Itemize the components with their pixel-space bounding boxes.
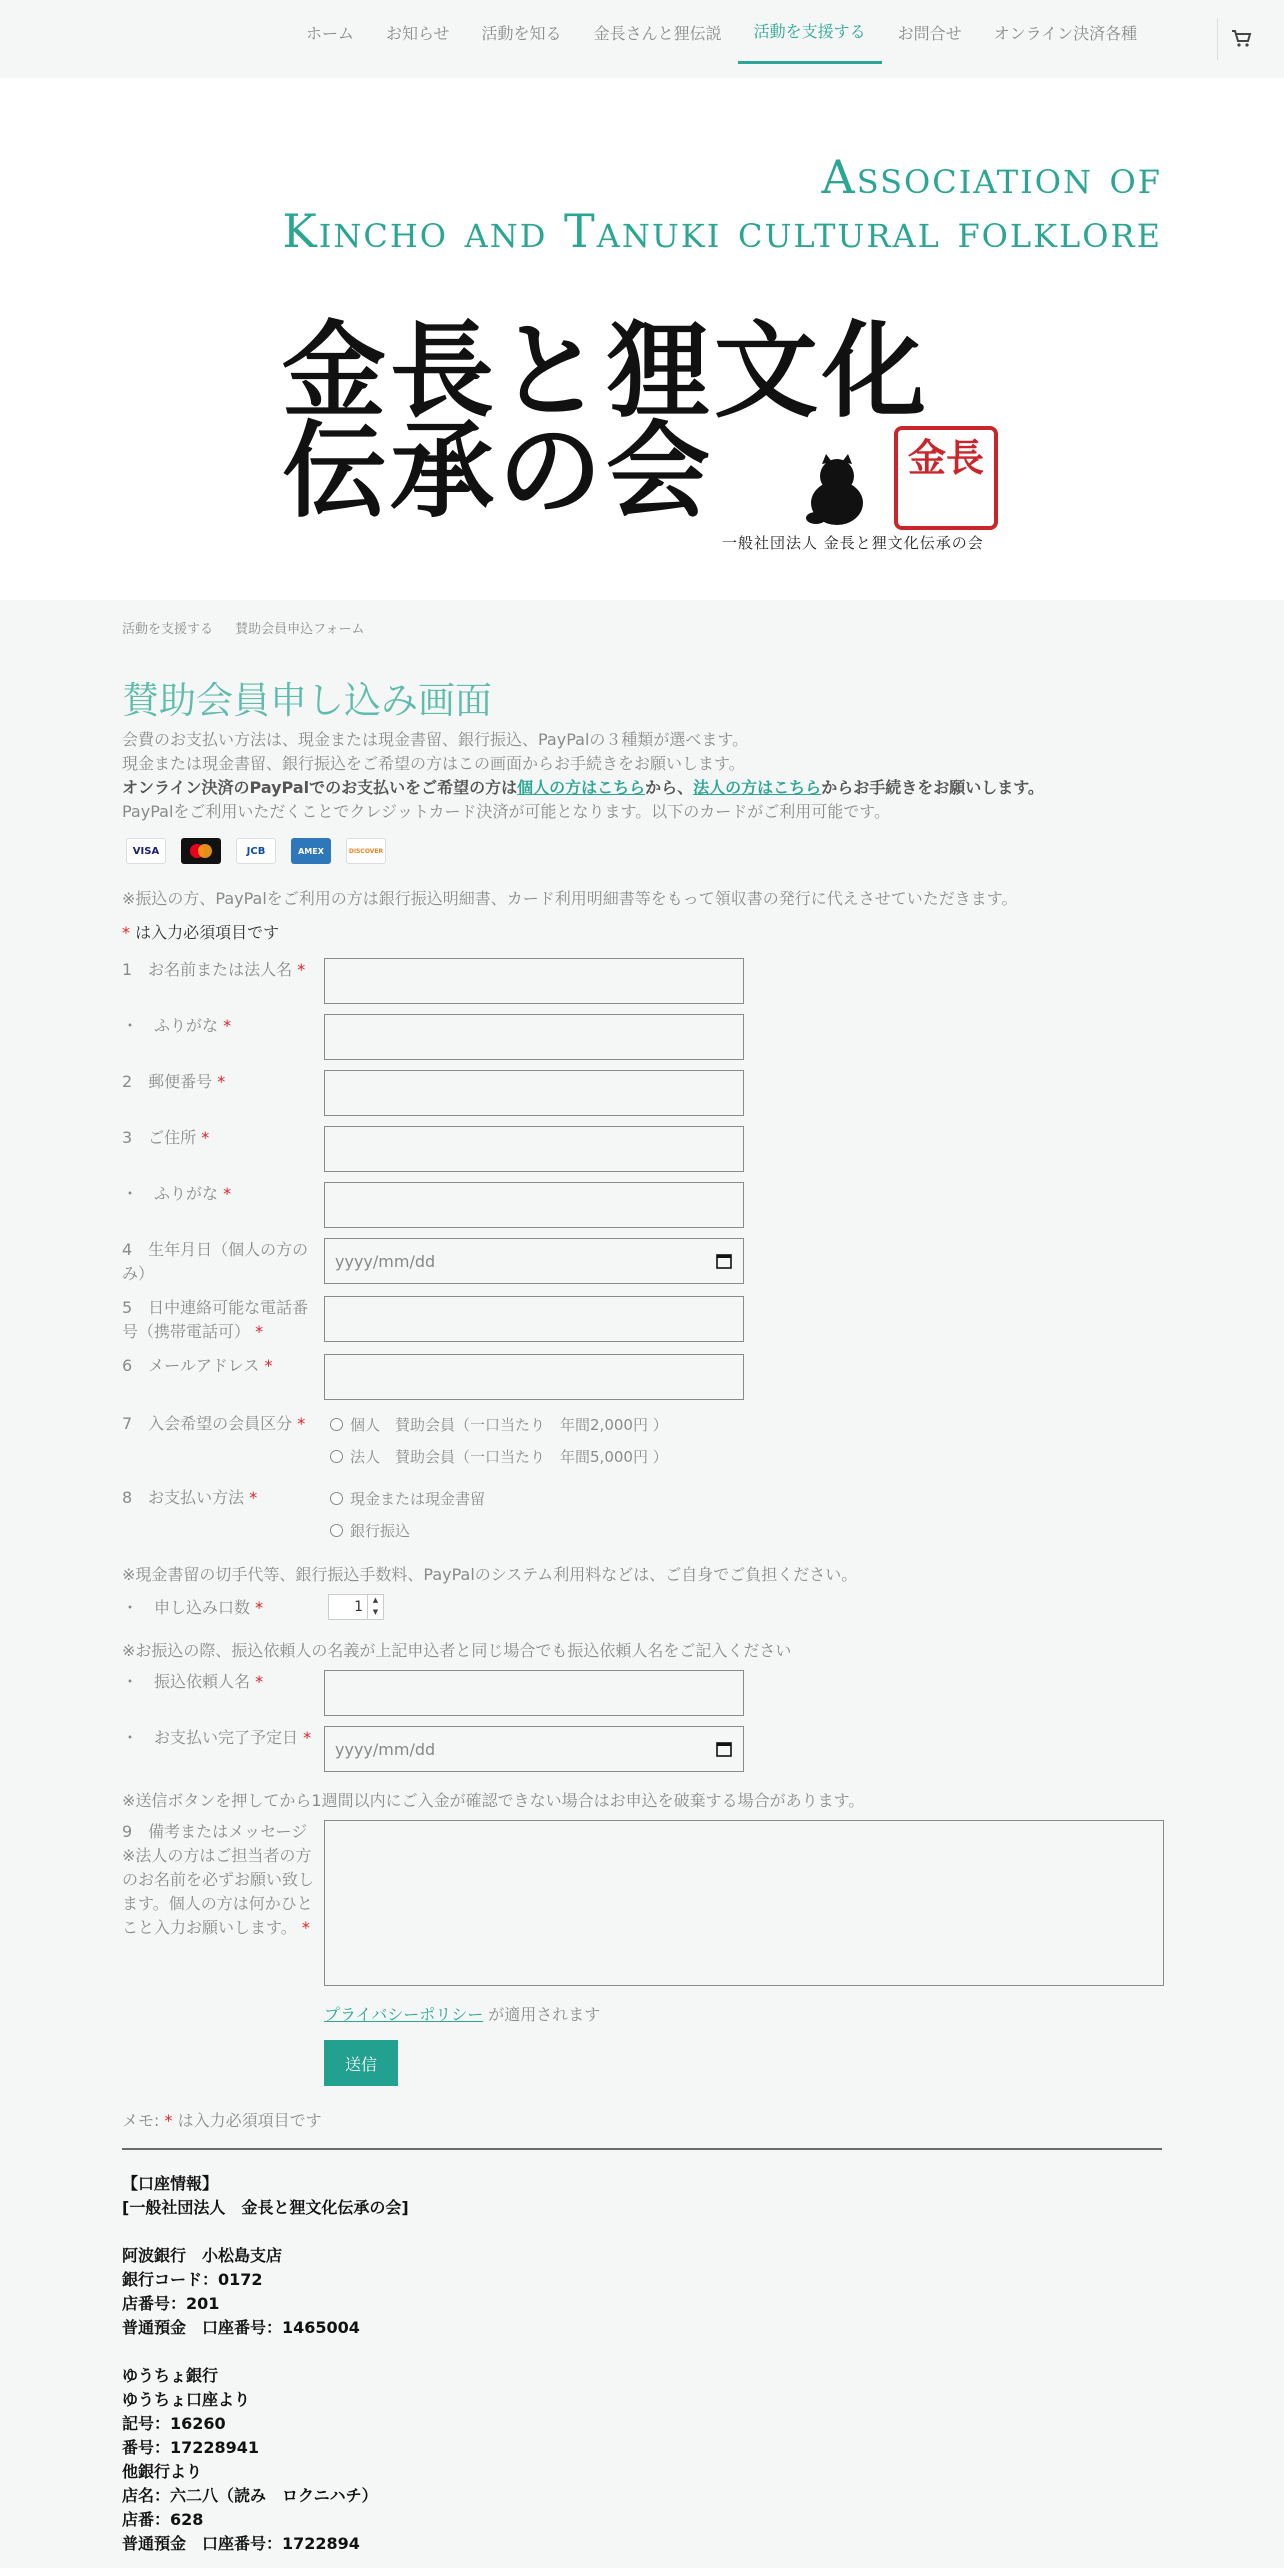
mastercard-icon: [181, 838, 221, 864]
card-logos: [126, 838, 401, 864]
address-label-text: 3 ご住所: [122, 1128, 197, 1147]
intro-line3: [122, 776, 1162, 800]
postal-label-text: 2 郵便番号: [122, 1072, 213, 1091]
bank-line: 番号：17228941: [122, 2438, 260, 2457]
visa-icon: VISA: [126, 838, 166, 864]
bank-line: 他銀行より: [122, 2462, 203, 2481]
membership-label-text: 7 入会希望の会員区分: [122, 1414, 293, 1433]
divider: [122, 2148, 1162, 2150]
nav-about-activities[interactable]: 活動を知る: [481, 23, 562, 43]
bank-line: [122, 2340, 409, 2364]
association-title: [282, 150, 1162, 258]
logo-line1: 金長と狸文化: [282, 309, 931, 432]
required-star: *: [223, 1184, 232, 1203]
jcb-icon: JCB: [236, 838, 276, 864]
nav-online-payment[interactable]: オンライン決済各種: [993, 23, 1138, 43]
pay-date-label: [122, 1726, 318, 1750]
name-label-text: 1 お名前または法人名: [122, 960, 293, 979]
pay-date-input[interactable]: [324, 1726, 744, 1772]
association-title-line1: Association of: [821, 150, 1162, 204]
intro-line3-post: からお手続きをお願いします。: [821, 778, 1044, 797]
bank-info: [122, 2172, 409, 2556]
required-star: *: [297, 960, 306, 979]
name-label: [122, 958, 318, 982]
membership-label: [122, 1412, 318, 1436]
bank-line: 【口座情報】: [122, 2174, 219, 2193]
required-star: *: [201, 1128, 210, 1147]
required-star: *: [301, 1918, 310, 1937]
furigana1-label: [122, 1014, 318, 1038]
amex-icon: AMEX: [291, 838, 331, 864]
intro-line1: 会費のお支払い方法は、現金または現金書留、銀行振込、PayPalの３種類が選べます。: [122, 730, 749, 749]
required-star: *: [255, 1322, 264, 1341]
bank-line: 普通預金 口座番号：1722894: [122, 2534, 360, 2553]
page-title: 賛助会員申し込み画面: [122, 679, 492, 722]
nav-news[interactable]: お知らせ: [386, 23, 450, 43]
hero-banner: [0, 78, 1284, 600]
radio-button[interactable]: [330, 1418, 343, 1431]
nav-divider: [1217, 18, 1218, 60]
message-label-text: 9 備考またはメッセージ※法人の方はご担当者の方のお名前を必ずお願い致します。個人の方は何かひとこと入力お願いします。: [122, 1822, 315, 1937]
furigana2-input[interactable]: [324, 1182, 744, 1228]
payment-option-bank[interactable]: [330, 1520, 410, 1541]
privacy-suffix: が適用されます: [483, 2005, 601, 2024]
bank-line: 阿波銀行 小松島支店: [122, 2246, 283, 2265]
email-label: [122, 1354, 318, 1378]
address-input[interactable]: [324, 1126, 744, 1172]
calendar-icon[interactable]: [715, 1740, 733, 1758]
bank-line: [122, 2220, 409, 2244]
radio-button[interactable]: [330, 1492, 343, 1505]
bank-line: 普通預金 口座番号：1465004: [122, 2318, 360, 2337]
required-star: *: [217, 1072, 226, 1091]
bank-line: ゆうちょ銀行: [122, 2366, 219, 2385]
intro-line3-pre: オンライン決済のPayPalでのお支払いをご希望の方は: [122, 778, 518, 797]
cart-button[interactable]: [1226, 22, 1258, 54]
required-legend-text: は入力必須項目です: [135, 923, 280, 942]
logo: [282, 309, 1002, 552]
name-input[interactable]: [324, 958, 744, 1004]
required-star: *: [297, 1414, 306, 1433]
membership-option-corporate[interactable]: [330, 1446, 668, 1467]
message-label: [122, 1820, 318, 1940]
required-star: *: [249, 1488, 258, 1507]
logo-caption: 一般社団法人 金長と狸文化伝承の会: [722, 534, 984, 552]
payer-note: ※お振込の際、振込依頼人の名義が上記申込者と同じ場合でも振込依頼人名をご記入ください: [122, 1641, 792, 1660]
pay-date-placeholder: yyyy/mm/dd: [335, 1739, 436, 1759]
required-star: *: [264, 1356, 273, 1375]
required-star: *: [122, 923, 130, 942]
calendar-icon[interactable]: [715, 1252, 733, 1270]
payer-name-label: [122, 1670, 318, 1694]
intro-text: [122, 728, 1162, 824]
furigana2-label-text: ・ ふりがな: [122, 1184, 219, 1203]
logo-line2: 伝承の会: [282, 409, 715, 532]
required-star: *: [255, 1672, 264, 1691]
payment-option-cash[interactable]: [330, 1488, 485, 1509]
membership-option-corporate-label: 法人 賛助会員（一口当たり 年間5,000円 ）: [350, 1448, 668, 1466]
payment-label: [122, 1486, 318, 1510]
postal-label: [122, 1070, 318, 1094]
radio-button[interactable]: [330, 1450, 343, 1463]
nav-contact[interactable]: お問合せ: [897, 23, 962, 43]
receipt-note: ※振込の方、PayPalをご利用の方は銀行振込明細書、カード利用明細書等をもって領収書の発行に代えさせていただきます。: [122, 889, 1018, 908]
bank-line: [一般社団法人 金長と狸文化伝承の会]: [122, 2198, 409, 2217]
tanuki-icon: [802, 448, 872, 528]
birthdate-label: [122, 1238, 318, 1286]
top-nav: [0, 0, 1284, 78]
breadcrumb: [122, 618, 383, 637]
required-legend: [122, 920, 279, 943]
stepper-down-icon[interactable]: ▼: [372, 1608, 379, 1616]
required-star: *: [255, 1598, 264, 1617]
breadcrumb-current: 賛助会員申込フォーム: [235, 622, 365, 637]
membership-option-individual[interactable]: [330, 1414, 668, 1435]
payer-name-label-text: ・ 振込依頼人名: [122, 1672, 251, 1691]
payer-name-input[interactable]: [324, 1670, 744, 1716]
required-star: *: [164, 2111, 173, 2130]
stepper-up-icon[interactable]: ▲: [372, 1596, 379, 1604]
association-title-line2: Kincho and Tanuki cultural folklore: [282, 204, 1162, 258]
phone-label: [122, 1296, 318, 1344]
bank-line: 記号：16260: [122, 2414, 226, 2433]
nav-support[interactable]: 活動を支援する: [738, 0, 882, 64]
message-textarea[interactable]: [324, 1820, 1164, 1986]
address-label: [122, 1126, 318, 1150]
seal-stamp: 金長: [894, 426, 998, 530]
memo-suffix: は入力必須項目です: [172, 2111, 322, 2130]
birthdate-input[interactable]: [324, 1238, 744, 1284]
nav-legend[interactable]: 金長さんと狸伝説: [593, 23, 722, 43]
discover-icon: DISCOVER: [346, 838, 386, 864]
intro-line2: 現金または現金書留、銀行振込をご希望の方はこの画面からお手続きをお願いします。: [122, 754, 745, 773]
privacy-notice: [324, 2002, 600, 2025]
phone-label-text: 5 日中連絡可能な電話番号（携帯電話可）: [122, 1298, 309, 1341]
units-label: [122, 1596, 318, 1620]
payment-option-cash-label: 現金または現金書留: [350, 1490, 486, 1508]
individual-link[interactable]: 個人の方はこちら: [517, 778, 646, 797]
birthdate-placeholder: yyyy/mm/dd: [335, 1251, 436, 1271]
units-stepper[interactable]: [328, 1594, 384, 1620]
corporate-link[interactable]: 法人の方はこちら: [693, 778, 822, 797]
cart-icon: [1226, 22, 1258, 54]
payment-option-bank-label: 銀行振込: [350, 1522, 411, 1540]
memo: [122, 2108, 322, 2131]
intro-line4: PayPalをご利用いただくことでクレジットカード決済が可能となります。以下のカードがご利用可能です。: [122, 802, 890, 821]
email-label-text: 6 メールアドレス: [122, 1356, 260, 1375]
bank-line: 店名：六二八（読み ロクニハチ）: [122, 2486, 378, 2505]
furigana1-label-text: ・ ふりがな: [122, 1016, 219, 1035]
bank-line: 店番号：201: [122, 2294, 220, 2313]
breadcrumb-support[interactable]: 活動を支援する: [122, 622, 214, 637]
memo-prefix: メモ:: [122, 2111, 165, 2130]
bank-line: ゆうちょ口座より: [122, 2390, 251, 2409]
radio-button[interactable]: [330, 1524, 343, 1537]
pay-date-label-text: ・ お支払い完了予定日: [122, 1728, 299, 1747]
fee-note: ※現金書留の切手代等、銀行振込手数料、PayPalのシステム利用料などは、ご自身でご負担ください。: [122, 1565, 858, 1584]
submit-button[interactable]: 送信: [324, 2040, 398, 2086]
furigana2-label: [122, 1182, 318, 1206]
furigana1-input[interactable]: [324, 1014, 744, 1060]
stepper-arrows: [367, 1595, 383, 1619]
bank-line: 銀行コード：0172: [122, 2270, 263, 2289]
units-value: 1: [354, 1599, 363, 1615]
email-input[interactable]: [324, 1354, 744, 1400]
privacy-policy-link[interactable]: プライバシーポリシー: [324, 2005, 484, 2024]
required-star: *: [303, 1728, 312, 1747]
nav-home[interactable]: ホーム: [306, 23, 355, 43]
phone-input[interactable]: [324, 1296, 744, 1342]
cancel-note: ※送信ボタンを押してから1週間以内にご入金が確認できない場合はお申込を破棄する場合があります。: [122, 1791, 865, 1810]
units-label-text: ・ 申し込み口数: [122, 1598, 251, 1617]
bank-line: 店番：628: [122, 2510, 204, 2529]
membership-option-individual-label: 個人 賛助会員（一口当たり 年間2,000円 ）: [350, 1416, 668, 1434]
required-star: *: [223, 1016, 232, 1035]
payment-label-text: 8 お支払い方法: [122, 1488, 245, 1507]
intro-line3-mid: から、: [645, 778, 694, 797]
postal-input[interactable]: [324, 1070, 744, 1116]
birthdate-label-text: 4 生年月日（個人の方のみ）: [122, 1240, 309, 1283]
nav-menu: [290, 0, 1153, 78]
